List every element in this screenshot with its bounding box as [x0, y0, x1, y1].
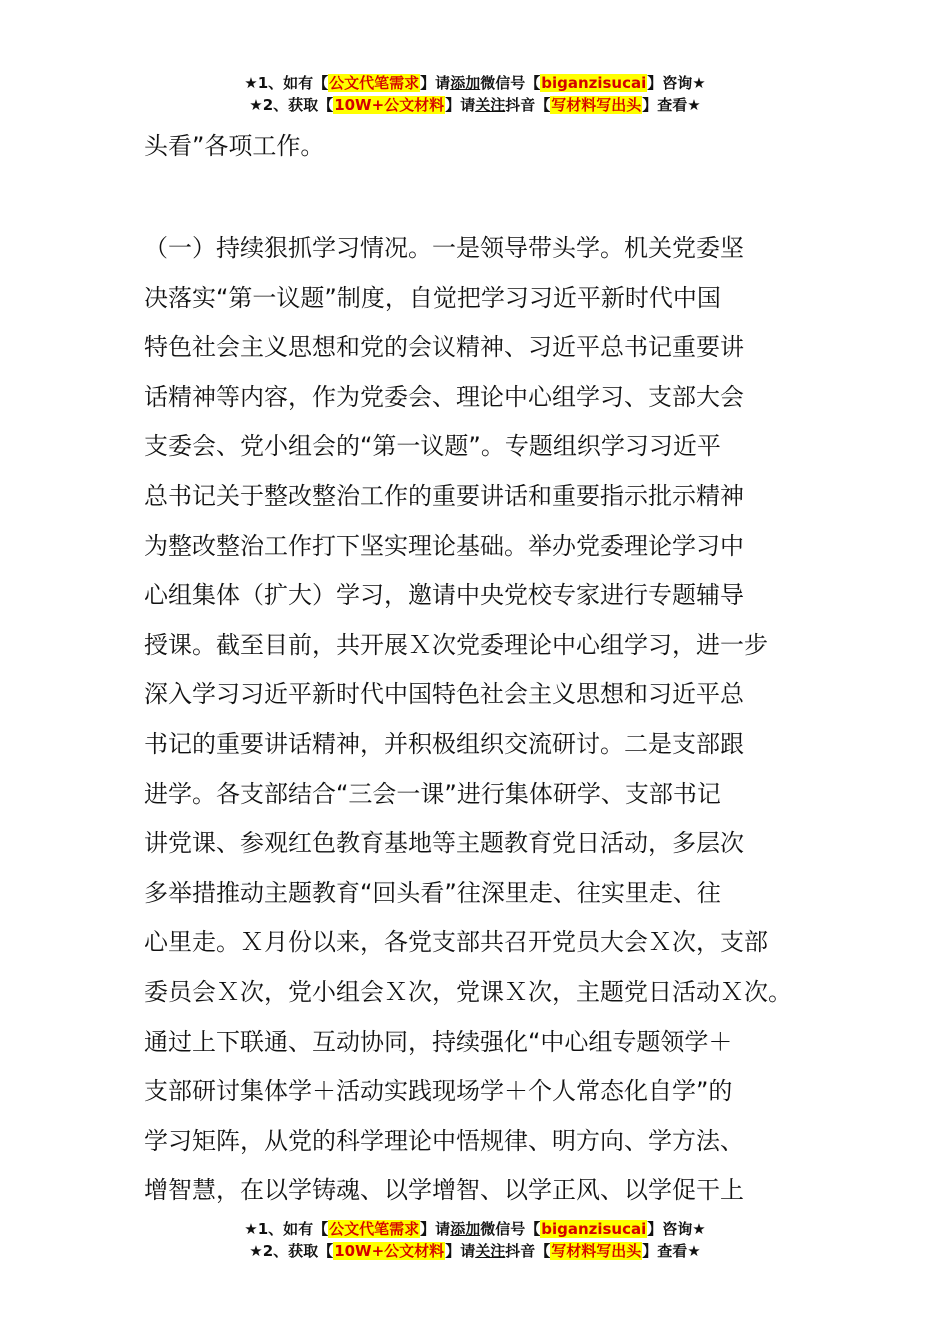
promo-1-mid: 】请: [420, 74, 451, 92]
paragraph-line: 多举措推动主题教育“回头看”往深里走、往实里走、往: [144, 878, 721, 907]
promo-1-highlight-service: 公文代笔需求: [329, 74, 420, 92]
paragraph-line: 支委会、党小组会的“第一议题”。专题组织学习习近平: [144, 432, 721, 461]
promo-2-emphasis: 关注: [475, 1242, 506, 1260]
promo-2-suffix: 】查看★: [642, 96, 701, 114]
promo-2-prefix: ★2、获取【: [249, 96, 334, 114]
promo-2-mid: 】请: [445, 96, 476, 114]
paragraph-line: 心组集体（扩大）学习，邀请中央党校专家进行专题辅导: [144, 581, 744, 610]
promo-2-highlight-materials: 10W+公文材料: [334, 1242, 445, 1260]
promo-2-mid2: 抖音【: [505, 1242, 551, 1260]
promo-line-2: [0, 1240, 950, 1262]
promo-2-prefix: ★2、获取【: [249, 1242, 334, 1260]
promo-2-highlight-douyin: 写材料写出头: [551, 96, 642, 114]
promo-1-highlight-wechat: biganzisucai: [541, 74, 647, 92]
promo-2-highlight-douyin: 写材料写出头: [551, 1242, 642, 1260]
body-paragraph: [144, 224, 824, 1216]
paragraph-line: 为整改整治工作打下坚实理论基础。举办党委理论学习中: [144, 531, 744, 560]
paragraph-line: 支部研讨集体学＋活动实践现场学＋个人常态化自学”的: [144, 1077, 733, 1106]
promo-line-2: [0, 94, 950, 116]
promo-1-highlight-service: 公文代笔需求: [329, 1220, 420, 1238]
continued-text-line: 头看”各项工作。: [144, 132, 325, 160]
promo-1-prefix: ★1、如有【: [244, 1220, 329, 1238]
paragraph-line: 特色社会主义思想和党的会议精神、习近平总书记重要讲: [144, 333, 744, 362]
paragraph-line: 通过上下联通、互动协同，持续强化“中心组专题领学＋: [144, 1027, 733, 1056]
paragraph-line: 讲党课、参观红色教育基地等主题教育党日活动，多层次: [144, 829, 744, 858]
paragraph-line: 决落实“第一议题”制度，自觉把学习习近平新时代中国: [144, 283, 721, 312]
promo-1-emphasis: 添加: [450, 1220, 481, 1238]
promo-1-prefix: ★1、如有【: [244, 74, 329, 92]
paragraph-line: 心里走。Ｘ月份以来，各党支部共召开党员大会Ｘ次，支部: [144, 928, 768, 957]
paragraph-line: 增智慧，在以学铸魂、以学增智、以学正风、以学促干上: [144, 1176, 744, 1205]
promo-1-emphasis: 添加: [450, 74, 481, 92]
promo-2-mid2: 抖音【: [505, 96, 551, 114]
promo-1-mid2: 微信号【: [480, 74, 541, 92]
promo-line-1: [0, 1218, 950, 1240]
promo-1-mid2: 微信号【: [480, 1220, 541, 1238]
paragraph-line: 深入学习习近平新时代中国特色社会主义思想和习近平总: [144, 680, 744, 709]
promo-2-mid: 】请: [445, 1242, 476, 1260]
paragraph-line: 学习矩阵，从党的科学理论中悟规律、明方向、学方法、: [144, 1126, 744, 1155]
top-promo-banner: [0, 72, 950, 116]
paragraph-line: 委员会Ｘ次，党小组会Ｘ次，党课Ｘ次，主题党日活动Ｘ次。: [144, 977, 792, 1006]
bottom-promo-banner: [0, 1218, 950, 1262]
paragraph-line: 授课。截至目前，共开展Ｘ次党委理论中心组学习，进一步: [144, 630, 768, 659]
promo-1-mid: 】请: [420, 1220, 451, 1238]
promo-2-suffix: 】查看★: [642, 1242, 701, 1260]
paragraph-line: 总书记关于整改整治工作的重要讲话和重要指示批示精神: [144, 481, 744, 510]
paragraph-line: （一）持续狠抓学习情况。一是领导带头学。机关党委坚: [144, 234, 744, 262]
promo-2-emphasis: 关注: [475, 96, 506, 114]
promo-1-suffix: 】咨询★: [647, 74, 706, 92]
paragraph-line: 进学。各支部结合“三会一课”进行集体研学、支部书记: [144, 779, 721, 808]
promo-1-highlight-wechat: biganzisucai: [541, 1220, 647, 1238]
paragraph-line: 书记的重要讲话精神，并积极组织交流研讨。二是支部跟: [144, 729, 744, 758]
promo-1-suffix: 】咨询★: [647, 1220, 706, 1238]
promo-2-highlight-materials: 10W+公文材料: [334, 96, 445, 114]
paragraph-line: 话精神等内容，作为党委会、理论中心组学习、支部大会: [144, 382, 744, 411]
promo-line-1: [0, 72, 950, 94]
